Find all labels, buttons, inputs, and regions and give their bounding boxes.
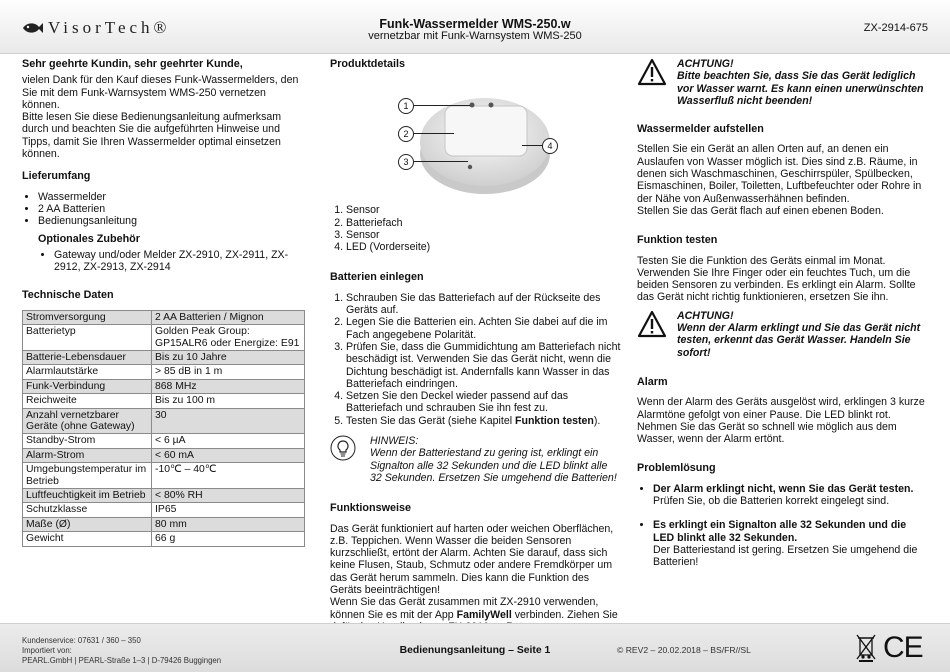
warning-box bbox=[637, 310, 929, 359]
spec-label: Luftfeuchtigkeit im Betrieb bbox=[23, 489, 152, 503]
callout-line bbox=[414, 133, 454, 134]
list-item: • Wassermelder bbox=[38, 191, 305, 203]
importer-address: PEARL.GmbH | PEARL-Straße 1–3 | D-79426 Buggingen bbox=[22, 656, 222, 665]
callout-1: 1 bbox=[398, 98, 414, 114]
spec-value: -10℃ – 40℃ bbox=[152, 463, 305, 489]
table-row bbox=[23, 448, 305, 462]
setup-paragraph: Stellen Sie ein Gerät an allen Orten auf, an denen ein Auslaufen von Wasser möglich ist. Dies sind z.B. Räume, in denen sich Waschmaschinen, Geschirrspüler, Spülbecken, Eismaschinen, Boiler, Toiletten, Luftbefeuchter oder Rohre in der Nähe von Außenwasserhähnen befinden. bbox=[637, 143, 922, 205]
warning-box bbox=[637, 58, 929, 107]
list-item: 3. Sensor bbox=[346, 229, 622, 241]
spec-label: Batterietyp bbox=[23, 325, 152, 351]
step-text: ). bbox=[593, 414, 601, 427]
intro-paragraph: vielen Dank für den Kauf dieses Funk-Wassermelders, den Sie mit dem Funk-Warnsystem WMS-250 vernetzen können. bbox=[22, 74, 299, 111]
spec-label: Batterie-Lebensdauer bbox=[23, 350, 152, 364]
spec-value: IP65 bbox=[152, 503, 305, 517]
warning-text: Wenn der Alarm erklingt und Sie das Gerät nicht testen, erkennt das Gerät Wasser. Handeln Sie sofort! bbox=[677, 322, 921, 359]
intro-paragraph-2: Bitte lesen Sie diese Bedienungsanleitung aufmerksam durch und beachten Sie die aufgeführten Hinweise und Tipps, damit Sie Ihren Wassermelder optimal einsetzen können. bbox=[22, 111, 282, 161]
spec-value: Golden Peak Group: GP15ALR6 oder Energize: E91 bbox=[152, 325, 305, 351]
list-item: 3. Prüfen Sie, dass die Gummidichtung am Batteriefach nicht beschädigt ist. Verwenden Sie das Gerät nicht, wenn die Dichtung beschädigt ist. Andernfalls kann Wasser in das Batteriefach eindringen. bbox=[346, 341, 622, 390]
callout-4: 4 bbox=[542, 138, 558, 154]
importer-label: Importiert von: bbox=[22, 646, 72, 655]
list-item: 1. Schrauben Sie das Batteriefach auf der Rückseite des Geräts auf. bbox=[346, 292, 622, 317]
problem-list bbox=[637, 483, 929, 569]
list-item: 2. Legen Sie die Batterien ein. Achten Sie dabei auf die im Fach angegebene Polarität. bbox=[346, 316, 622, 341]
problem-question: Es erklingt ein Signalton alle 32 Sekunden und die LED blinkt alle 32 Sekunden. bbox=[653, 519, 907, 544]
table-row bbox=[23, 503, 305, 517]
optional-heading: Optionales Zubehör bbox=[38, 232, 140, 245]
warning-icon bbox=[637, 58, 677, 107]
spec-table bbox=[22, 310, 305, 547]
page-title: Funk-Wassermelder WMS-250.w bbox=[379, 17, 571, 31]
spec-label: Schutzklasse bbox=[23, 503, 152, 517]
paragraph-text: Wenn Sie das Gerät zusammen mit ZX-2910 verwenden, können Sie es mit der App bbox=[330, 596, 599, 621]
callout-line bbox=[414, 161, 468, 162]
callout-3: 3 bbox=[398, 154, 414, 170]
spec-value: 80 mm bbox=[152, 517, 305, 531]
table-row bbox=[23, 532, 305, 546]
function-heading: Funktionsweise bbox=[330, 502, 411, 515]
test-heading: Funktion testen bbox=[637, 234, 718, 247]
spec-value: < 80% RH bbox=[152, 489, 305, 503]
page-subtitle: vernetzbar mit Funk-Warnsystem WMS-250 bbox=[368, 30, 582, 42]
spec-value: 66 g bbox=[152, 532, 305, 546]
battery-steps bbox=[330, 292, 622, 427]
list-item: 4. Setzen Sie den Deckel wieder passend auf das Batteriefach und schrauben Sie ihn fest zu. bbox=[346, 390, 622, 415]
spec-label: Maße (Ø) bbox=[23, 517, 152, 531]
certification-logos bbox=[855, 632, 923, 664]
callout-line bbox=[522, 145, 542, 146]
table-row bbox=[23, 379, 305, 393]
table-row bbox=[23, 434, 305, 448]
brand-name: VisorTech® bbox=[48, 18, 171, 37]
table-row bbox=[23, 517, 305, 531]
spec-value: > 85 dB in 1 m bbox=[152, 365, 305, 379]
callout-2: 2 bbox=[398, 126, 414, 142]
spec-value: < 60 mA bbox=[152, 448, 305, 462]
list-item: 2. Batteriefach bbox=[346, 217, 622, 229]
parts-list bbox=[330, 204, 622, 253]
problem-answer: Prüfen Sie, ob die Batterien korrekt eingelegt sind. bbox=[653, 495, 890, 508]
details-heading: Produktdetails bbox=[330, 58, 405, 70]
spec-label: Umgebungstemperatur im Betrieb bbox=[23, 463, 152, 489]
page-number: Bedienungsanleitung – Seite 1 bbox=[399, 645, 551, 656]
spec-value: 30 bbox=[152, 408, 305, 434]
table-row bbox=[23, 408, 305, 434]
table-row bbox=[23, 489, 305, 503]
problem-answer: Der Batteriestand ist gering. Ersetzen Sie umgehend die Batterien! bbox=[653, 543, 918, 569]
warning-text: Bitte beachten Sie, dass Sie das Gerät lediglich vor Wasser warnt. Es kann einen unerwünschten Wasserfluß nicht beenden! bbox=[677, 70, 924, 107]
scope-heading: Lieferumfang bbox=[22, 170, 91, 183]
list-item: 4. LED (Vorderseite) bbox=[346, 241, 622, 253]
spec-value: Bis zu 100 m bbox=[152, 394, 305, 408]
spec-label: Standby-Strom bbox=[23, 434, 152, 448]
test-paragraph: Testen Sie die Funktion des Geräts einmal im Monat. Verwenden Sie Ihre Finger oder ein feuchtes Tuch, um die beiden Sensoren zu verbinden. Es erklingt ein Alarm. Sollte das Gerät nicht richtig funktionieren, ersetzen Sie ihn. bbox=[637, 254, 916, 304]
spec-label: Alarm-Strom bbox=[23, 448, 152, 462]
product-code: ZX-2914-675 bbox=[863, 22, 928, 34]
revision: © REV2 – 20.02.2018 – BS/FR//SL bbox=[617, 645, 751, 655]
column-left bbox=[22, 58, 305, 547]
weee-bin-icon bbox=[855, 632, 877, 662]
spec-value: 2 AA Batterien / Mignon bbox=[152, 310, 305, 324]
column-right bbox=[637, 58, 929, 569]
problem-heading: Problemlösung bbox=[637, 462, 716, 475]
battery-heading: Batterien einlegen bbox=[330, 271, 424, 284]
table-row bbox=[23, 350, 305, 364]
alarm-heading: Alarm bbox=[637, 375, 668, 388]
spec-value: 868 MHz bbox=[152, 379, 305, 393]
function-paragraph: Das Gerät funktioniert auf harten oder weichen Oberflächen, z.B. Teppichen. Wenn Wasser die beiden Sensoren kurzschließt, ertönt der Alarm. Achten Sie darauf, dass sich keine Flusen, Staub, Schmutz oder andere Fremdkörper um das Gerät herum sammeln. Dies kann die Funktion des Geräts beeinträchtigen! bbox=[330, 522, 614, 597]
column-middle bbox=[330, 58, 622, 633]
table-row bbox=[23, 365, 305, 379]
paragraph-text: verbinden. Ziehen Sie bbox=[514, 608, 618, 621]
page-header bbox=[0, 0, 950, 54]
table-row bbox=[23, 310, 305, 324]
warning-icon bbox=[637, 310, 677, 359]
alarm-paragraph: Wenn der Alarm des Geräts ausgelöst wird, erklingen 3 kurze Alarmtöne gefolgt von einer Pause. Die LED blinkt rot. Nehmen Sie das Gerät so schnell wie möglich aus dem Wasser, wenn der Alarm ertönt. bbox=[637, 396, 925, 446]
list-item bbox=[653, 519, 929, 568]
list-item bbox=[346, 415, 622, 427]
hint-text: Wenn der Batteriestand zu gering ist, erklingt ein Signalton alle 32 Sekunden und die LED blinkt alle 32 Sekunden. Ersetzen Sie umgehend die Batterien! bbox=[370, 447, 617, 484]
spec-label: Anzahl vernetzbarer Geräte (ohne Gateway) bbox=[23, 408, 152, 434]
step-link-text: Funktion testen bbox=[515, 414, 594, 427]
hint-box bbox=[330, 435, 622, 484]
product-image bbox=[330, 76, 622, 204]
ce-mark: CE bbox=[883, 631, 923, 664]
spec-label: Stromversorgung bbox=[23, 310, 152, 324]
spec-value: Bis zu 10 Jahre bbox=[152, 350, 305, 364]
spec-label: Reichweite bbox=[23, 394, 152, 408]
greeting: Sehr geehrte Kundin, sehr geehrter Kunde, bbox=[22, 58, 243, 70]
list-item: • Gateway und/oder Melder ZX-2910, ZX-2911, ZX-2912, ZX-2913, ZX-2914 bbox=[54, 249, 305, 274]
callout-line bbox=[414, 105, 470, 106]
warning-title: ACHTUNG! bbox=[677, 58, 734, 70]
table-row bbox=[23, 394, 305, 408]
setup-paragraph-2: Stellen Sie das Gerät flach auf einen ebenen Boden. bbox=[637, 204, 884, 217]
lightbulb-icon bbox=[330, 435, 370, 484]
list-item: 1. Sensor bbox=[346, 204, 622, 216]
warning-title: ACHTUNG! bbox=[677, 309, 734, 322]
spec-value: < 6 µA bbox=[152, 434, 305, 448]
list-item: • Bedienungsanleitung bbox=[38, 215, 305, 227]
spec-label: Alarmlautstärke bbox=[23, 365, 152, 379]
scope-list bbox=[22, 191, 305, 228]
tech-heading: Technische Daten bbox=[22, 289, 114, 302]
table-row bbox=[23, 325, 305, 351]
water-detector-illustration bbox=[330, 76, 622, 204]
problem-question: Der Alarm erklingt nicht, wenn Sie das Gerät testen. bbox=[653, 482, 914, 495]
optional-list bbox=[38, 249, 305, 274]
step-text: Testen Sie das Gerät (siehe Kapitel bbox=[346, 414, 516, 427]
hint-title: HINWEIS: bbox=[370, 435, 419, 448]
list-item bbox=[653, 483, 929, 508]
table-row bbox=[23, 463, 305, 489]
page-footer bbox=[0, 623, 950, 672]
list-item: • 2 AA Batterien bbox=[38, 203, 305, 215]
spec-label: Funk-Verbindung bbox=[23, 379, 152, 393]
app-name: FamilyWell bbox=[456, 608, 512, 621]
spec-label: Gewicht bbox=[23, 532, 152, 546]
setup-heading: Wassermelder aufstellen bbox=[637, 123, 764, 136]
customer-service: Kundenservice: 07631 / 360 – 350 bbox=[22, 636, 141, 645]
